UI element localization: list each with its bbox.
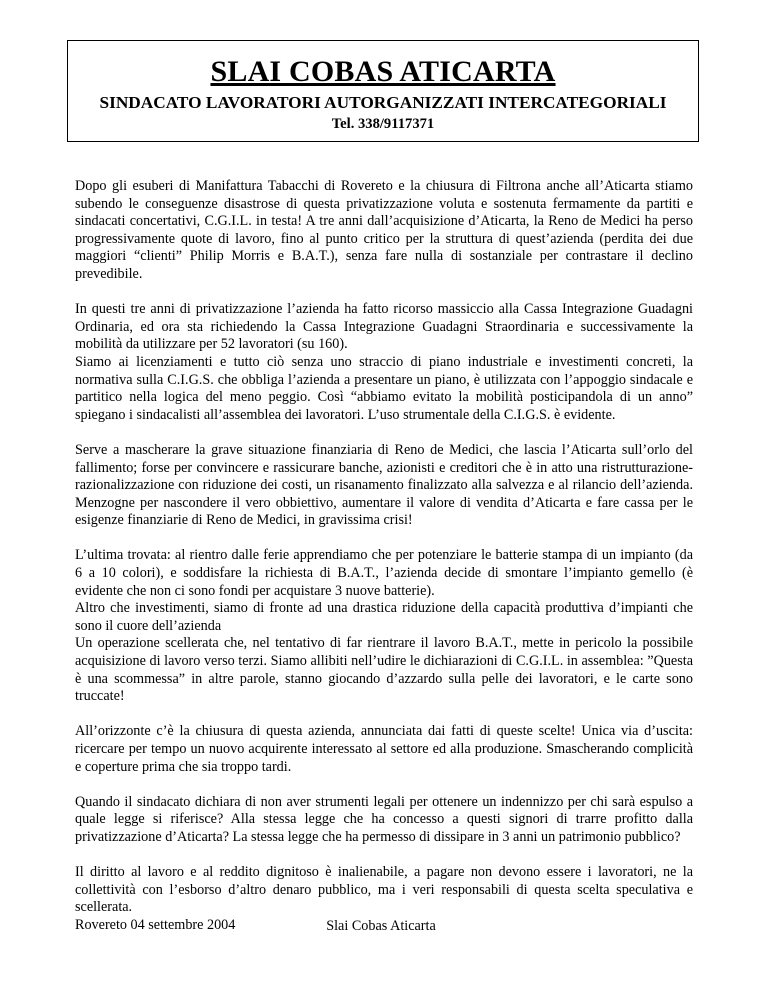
letterhead-box (67, 40, 699, 142)
paragraph (75, 442, 693, 530)
signature (0, 918, 768, 936)
date-line: Rovereto 04 settembre 2004 (75, 916, 236, 933)
paragraph (75, 794, 693, 847)
text-line: In questi tre anni di privatizzazione l’azienda ha fatto ricorso massiccio alla Cassa Integrazione Guadagni Ordinaria, ed ora sta richiedendo la Cassa Integrazione Guadagni Straordinaria e successivamente la mobilità da utilizzare per 52 lavoratori (su 160). (75, 301, 693, 353)
document-body (75, 178, 693, 935)
text-line: Altro che investimenti, siamo di fronte ad una drastica riduzione della capacità produttiva d’impianti che sono il cuore dell’azienda (75, 600, 693, 634)
text-line: Il diritto al lavoro e al reddito dignitoso è inalienabile, a pagare non devono essere i lavoratori, ne la collettività con l’esborso d’altro denaro pubblico, ma i veri responsabili di questa scelta speculativa e scellerata. (75, 864, 693, 916)
text-line: Quando il sindacato dichiara di non aver strumenti legali per ottenere un indennizzo per chi sarà espulso a quale legge si riferisce? Alla stessa legge che ha concesso a questi signori di trarre profitto dalla privatizzazione d’Aticarta? La stessa legge che ha permesso di dissipare in 3 anni un patrimonio pubblico? (75, 793, 693, 845)
text-line: Un operazione scellerata che, nel tentativo di far rientrare il lavoro B.A.T., mette in pericolo la possibile acquisizione di lavoro verso terzi. Siamo allibiti nell’udire le dichiarazioni di C.G.I.L. in assemblea: ”Questa è una scommessa” in altre parole, stanno giocando d’azzardo sulla pelle dei lavoratori, e le carte sono truccate! (75, 635, 693, 705)
text-line: All’orizzonte c’è la chiusura di questa azienda, annunciata dai fatti di queste scelte! Unica via d’uscita: ricercare per tempo un nuovo acquirente interessato al settore ed alla produzione. Smascherando complicità e coperture prima che sia troppo tardi. (75, 723, 693, 775)
paragraph (75, 301, 693, 424)
text-line: Siamo ai licenziamenti e tutto ciò senza uno straccio di piano industriale e investimenti concreti, la normativa sulla C.I.G.S. che obbliga l’azienda a presentare un piano, è utilizzata con l’appoggio sindacale e partitico nella logica del meno peggio. Così “abbiamo evitato la mobilità posticipandola di un anno” spiegano i sindacalisti all’assemblea dei lavoratori. L’uso strumentale della C.I.G.S. è evidente. (75, 353, 693, 423)
text-line: Serve a mascherare la grave situazione finanziaria di Reno de Medici, che lascia l’Aticarta sull’orlo del fallimento; forse per convincere e rassicurare banche, azionisti e creditori che è in atto una ristrutturazione-razionalizzazione con riduzione dei costi, un risanamento finalizzato alla salvezza e al rilancio dell’azienda. Menzogne per nascondere il vero obbiettivo, aumentare il valore di vendita d’Aticarta e fare cassa per le esigenze finanziarie di Reno de Medici, in gravissima crisi! (75, 441, 693, 529)
paragraph (75, 723, 693, 776)
organization-title: SLAI COBAS ATICARTA (210, 55, 556, 88)
phone-number: Tel. 338/9117371 (331, 116, 435, 132)
organization-subtitle: SINDACATO LAVORATORI AUTORGANIZZATI INTERCATEGORIALI (99, 93, 667, 112)
text-line: L’ultima trovata: al rientro dalle ferie apprendiamo che per potenziare le batterie stampa di un impianto (da 6 a 10 colori), e soddisfare la richiesta di B.A.T., l’azienda decide di smontare l’impianto gemello (è evidente che non ci sono fondi per acquistare 3 nuove batterie). (75, 547, 693, 599)
text-line: Dopo gli esuberi di Manifattura Tabacchi di Rovereto e la chiusura di Filtrona anche all’Aticarta stiamo subendo le conseguenze disastrose di questa privatizzazione voluta e sostenuta fermamente da partiti e sindacati concertativi, C.G.I.L. in testa! A tre anni dall’acquisizione d’Aticarta, la Reno de Medici ha perso progressivamente quote di lavoro, fino al punto critico per la struttura di quest’azienda (perdita dei due maggiori “clienti” Philip Morris e B.A.T.), senza fare nulla di sostanziale per contrastare il declino prevedibile. (75, 178, 693, 282)
paragraph (75, 547, 693, 705)
signature-text: Slai Cobas Aticarta (326, 918, 436, 934)
paragraph (75, 178, 693, 284)
